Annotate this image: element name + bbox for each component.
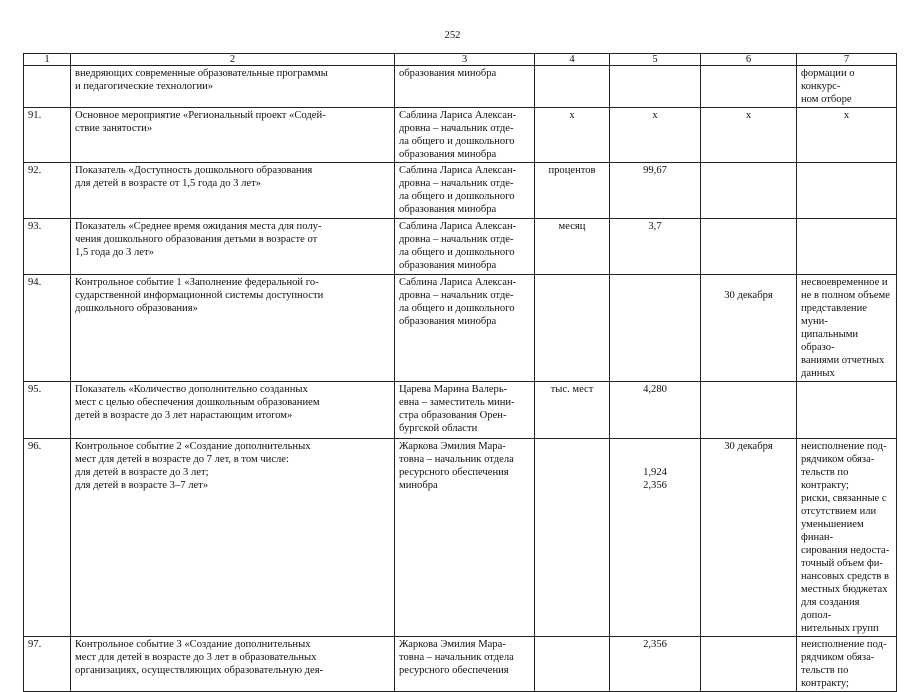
col-header-7: 7: [797, 54, 897, 66]
row-risk: [797, 163, 897, 219]
row-date: х: [701, 108, 797, 163]
page-number: 252: [444, 30, 461, 41]
row-unit: [535, 275, 610, 382]
row-unit: [535, 439, 610, 637]
col-header-3: 3: [395, 54, 535, 66]
row-responsible: Жаркова Эмилия Мара- товна – начальник отдела ресурсного обеспечения: [395, 637, 535, 692]
row-date: 30 декабря: [701, 275, 797, 382]
row-risk: неисполнение под- рядчиком обяза- тельств по контракту; риски, связанные с отсутствием или уменьшением финан- сирования недоста- точный объем фи- нансовых средств в местных бюджетах для создания допол- нительных групп: [797, 439, 897, 637]
col-header-4: 4: [535, 54, 610, 66]
table-row: [24, 439, 897, 637]
row-value: х: [610, 108, 701, 163]
row-value: 99,67: [610, 163, 701, 219]
row-risk: х: [797, 108, 897, 163]
row-date: [701, 66, 797, 108]
row-number: [24, 66, 71, 108]
plan-table: [23, 53, 897, 692]
row-responsible: Саблина Лариса Алексан- дровна – начальник отде- ла общего и дошкольного образования минобра: [395, 163, 535, 219]
row-responsible: Саблина Лариса Алексан- дровна – начальник отде- ла общего и дошкольного образования минобра: [395, 108, 535, 163]
row-value: 4,280: [610, 382, 701, 439]
row-risk: неисполнение под- рядчиком обяза- тельств по контракту;: [797, 637, 897, 692]
row-value: [610, 275, 701, 382]
row-description: Показатель «Количество дополнительно созданных мест с целью обеспечения дошкольным образованием детей в возрасте до 3 лет нарастающим итогом»: [71, 382, 395, 439]
header-row: [24, 54, 897, 66]
row-unit: х: [535, 108, 610, 163]
row-number: 91.: [24, 108, 71, 163]
table-row: [24, 637, 897, 692]
table-row: [24, 275, 897, 382]
row-number: 97.: [24, 637, 71, 692]
row-responsible: образования минобра: [395, 66, 535, 108]
row-date: [701, 163, 797, 219]
table-row: [24, 163, 897, 219]
row-number: 96.: [24, 439, 71, 637]
table-row: [24, 382, 897, 439]
row-description: Контрольное событие 2 «Создание дополнительных мест для детей в возрасте до 7 лет, в том числе: для детей в возрасте до 3 лет; для детей в возрасте 3–7 лет»: [71, 439, 395, 637]
row-unit: тыс. мест: [535, 382, 610, 439]
row-risk: [797, 382, 897, 439]
row-unit: месяц: [535, 219, 610, 275]
row-unit: [535, 66, 610, 108]
row-unit: [535, 637, 610, 692]
row-number: 95.: [24, 382, 71, 439]
row-description: Показатель «Среднее время ожидания места для полу- чения дошкольного образования детьми в возрасте от 1,5 года до 3 лет»: [71, 219, 395, 275]
col-header-6: 6: [701, 54, 797, 66]
row-value: 3,7: [610, 219, 701, 275]
row-risk: несвоевременное и не в полном объеме представление муни- ципальными образо- ваниями отчетных данных: [797, 275, 897, 382]
row-responsible: Жаркова Эмилия Мара- товна – начальник отдела ресурсного обеспечения минобра: [395, 439, 535, 637]
row-description: Основное мероприятие «Региональный проект «Содей- ствие занятости»: [71, 108, 395, 163]
table-row: [24, 219, 897, 275]
row-risk: формации о конкурс- ном отборе: [797, 66, 897, 108]
row-value: 2,356: [610, 637, 701, 692]
row-date: [701, 637, 797, 692]
row-responsible: Саблина Лариса Алексан- дровна – начальник отде- ла общего и дошкольного образования минобра: [395, 275, 535, 382]
table-row: [24, 66, 897, 108]
row-description: Контрольное событие 1 «Заполнение федеральной го- сударственной информационной системы доступности дошкольного образования»: [71, 275, 395, 382]
row-description: Контрольное событие 3 «Создание дополнительных мест для детей в возрасте до 3 лет в образовательных организациях, осуществляющих образовательную дея-: [71, 637, 395, 692]
table-row: [24, 108, 897, 163]
col-header-5: 5: [610, 54, 701, 66]
row-responsible: Царева Марина Валерь- евна – заместитель мини- стра образования Орен- бургской области: [395, 382, 535, 439]
col-header-1: 1: [24, 54, 71, 66]
row-date: 30 декабря: [701, 439, 797, 637]
row-description: внедряющих современные образовательные программы и педагогические технологии»: [71, 66, 395, 108]
row-description: Показатель «Доступность дошкольного образования для детей в возрасте от 1,5 года до 3 лет»: [71, 163, 395, 219]
row-number: 94.: [24, 275, 71, 382]
col-header-2: 2: [71, 54, 395, 66]
row-unit: процентов: [535, 163, 610, 219]
row-value: [610, 66, 701, 108]
row-number: 93.: [24, 219, 71, 275]
row-number: 92.: [24, 163, 71, 219]
row-risk: [797, 219, 897, 275]
row-date: [701, 219, 797, 275]
row-value: 1,924 2,356: [610, 439, 701, 637]
row-responsible: Саблина Лариса Алексан- дровна – начальник отде- ла общего и дошкольного образования минобра: [395, 219, 535, 275]
row-date: [701, 382, 797, 439]
